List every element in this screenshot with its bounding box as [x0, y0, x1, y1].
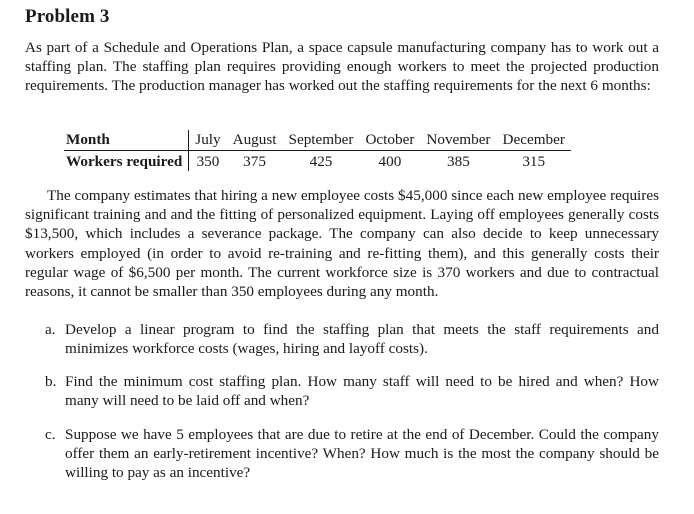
- question-item-c: [45, 425, 659, 483]
- month-cell: August: [227, 130, 283, 151]
- question-text: Develop a linear program to find the staffing plan that meets the staff requirements and minimizes workforce costs (wages, hiring and layoff costs).: [65, 321, 659, 358]
- workers-cell: 315: [522, 153, 546, 170]
- table-header-label: Month: [64, 130, 189, 151]
- table-data-row: [64, 151, 571, 172]
- workers-cell: 400: [378, 153, 402, 170]
- workers-cell: 425: [309, 153, 333, 170]
- table-header-row: [64, 130, 571, 151]
- month-cell: December: [497, 130, 571, 151]
- question-text: Find the minimum cost staffing plan. How many staff will need to be hired and when? How many will need to be laid off and when?: [65, 373, 659, 410]
- cost-paragraph: The company estimates that hiring a new employee costs $45,000 since each new employee requires significant training and and the fitting of personalized equipment. Laying off employees generally costs $13,500, which includes a severance package. The company can also decide to keep unnecessary workers employed (in order to avoid re-training and re-fitting them), and this generally costs their regular wage of $6,500 per month. The current workforce size is 370 workers and due to contractual reasons, it cannot be smaller than 350 employees during any month.: [25, 187, 659, 301]
- question-item-a: [45, 320, 659, 358]
- table-row-label: Workers required: [64, 151, 189, 172]
- workers-cell: 385: [447, 153, 470, 170]
- staffing-table: [64, 130, 571, 171]
- month-cell: July: [189, 130, 227, 151]
- problem-title: Problem 3: [25, 6, 110, 27]
- month-cell: October: [359, 130, 420, 151]
- workers-cell: 375: [243, 153, 266, 170]
- workers-cell: 350: [196, 153, 220, 170]
- question-text: Suppose we have 5 employees that are due to retire at the end of December. Could the company offer them an early-retirement incentive? When? How much is the most the company should be willing to pay as an incentive?: [65, 426, 659, 482]
- question-label: c.: [45, 426, 56, 443]
- question-item-b: [45, 372, 659, 410]
- question-label: b.: [45, 373, 57, 390]
- month-cell: September: [283, 130, 360, 151]
- month-cell: November: [420, 130, 496, 151]
- intro-paragraph: As part of a Schedule and Operations Plan, a space capsule manufacturing company has to work out a staffing plan. The staffing plan requires providing enough workers to meet the projected production requirements. The production manager has worked out the staffing requirements for the next 6 months:: [25, 39, 659, 95]
- question-label: a.: [45, 321, 56, 338]
